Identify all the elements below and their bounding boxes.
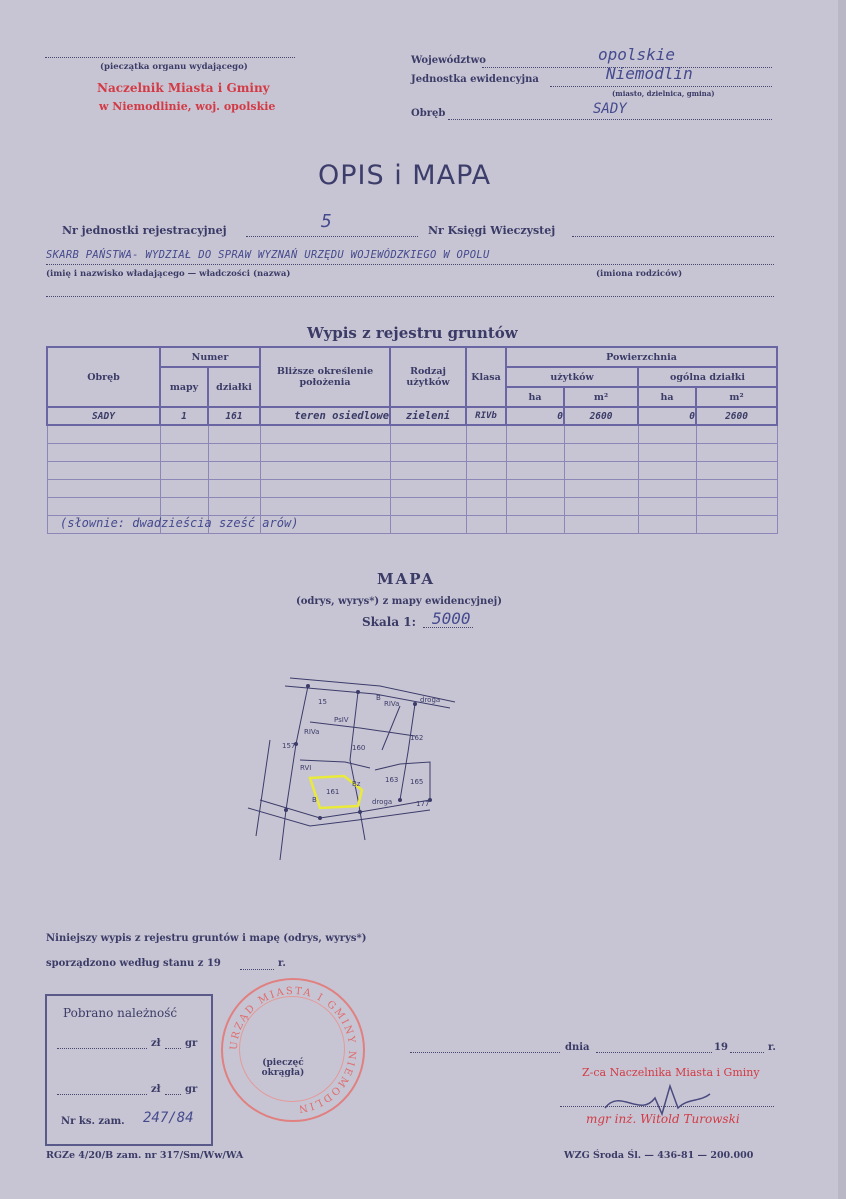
cell-dzialka: 161 xyxy=(208,407,260,425)
fee-gr2: gr xyxy=(185,1084,198,1095)
parents-caption: (imiona rodziców) xyxy=(596,269,683,279)
fee-box xyxy=(45,994,213,1146)
cell-klasa: RIVb xyxy=(466,407,506,425)
date-r: r. xyxy=(768,1042,776,1053)
ksiega-label: Nr Księgi Wieczystej xyxy=(428,224,556,237)
blank-line xyxy=(46,296,774,297)
nr-jednostki-line xyxy=(246,236,418,237)
map-label-road: droga xyxy=(420,696,441,704)
seal-ring-text: URZĄD MIASTA I GMINY NIEMODLIN xyxy=(228,985,358,1115)
col-uzytkow-header: użytków xyxy=(506,367,638,387)
statement-line2a: sporządzono według stanu z 19 xyxy=(46,958,221,969)
footer-right: WZG Środa Śl. — 436-81 — 200.000 xyxy=(564,1150,754,1161)
cell-o-ha: 0 xyxy=(638,407,696,425)
statement-line2b: r. xyxy=(278,958,286,969)
issuer-stamp-line2: w Niemodlinie, woj. opolskie xyxy=(99,100,276,113)
jednostka-value: Niemodlin xyxy=(606,64,693,83)
map-label-165: 165 xyxy=(410,778,424,786)
map-label-163: 163 xyxy=(385,776,399,784)
fee-zl1: zł xyxy=(151,1038,161,1049)
map-label-161: 161 xyxy=(326,788,340,796)
map-label-177: 177 xyxy=(416,800,430,808)
signature-line xyxy=(560,1106,774,1107)
date-line2 xyxy=(596,1052,712,1053)
map-label-b2: B xyxy=(312,796,317,804)
col-oha-header: ha xyxy=(638,387,696,407)
cell-u-ha: 0 xyxy=(506,407,564,425)
issuer-stamp-line1: Naczelnik Miasta i Gminy xyxy=(97,81,270,95)
jednostka-note: (miasto, dzielnica, gmina) xyxy=(612,89,715,98)
col-rodzaj-header: Rodzaj użytków xyxy=(390,347,466,407)
footer-left: RGZe 4/20/B zam. nr 317/Sm/Ww/WA xyxy=(46,1150,244,1161)
official-round-seal xyxy=(221,978,365,1122)
fee-title: Pobrano należność xyxy=(63,1006,178,1020)
signer-name: mgr inż. Witold Turowski xyxy=(586,1112,740,1126)
col-obreb-header: Obręb xyxy=(47,347,160,407)
col-om2-header: m² xyxy=(696,387,777,407)
col-numer-header: Numer xyxy=(160,347,260,367)
nr-kas-value: 247/84 xyxy=(143,1110,194,1126)
cell-polozenie: teren osiedlowe xyxy=(260,407,390,425)
obreb-value: SADY xyxy=(593,101,627,117)
map-label-riva: RIVa xyxy=(304,728,320,736)
map-label-160: 160 xyxy=(352,744,366,752)
nr-jednostki-label: Nr jednostki rejestracyjnej xyxy=(62,224,227,237)
date-dnia: dnia xyxy=(565,1042,590,1053)
jednostka-label: Jednostka ewidencyjna xyxy=(411,74,539,85)
map-label-b: B xyxy=(376,694,381,702)
owner-caption: (imię i nazwisko władającego — władczości (nazwa) xyxy=(46,269,291,279)
nr-jednostki-value: 5 xyxy=(321,211,332,232)
signer-title: Z-ca Naczelnika Miasta i Gminy xyxy=(582,1066,760,1079)
nr-kas-label: Nr ks. zam. xyxy=(61,1116,125,1127)
map-label-15: 15 xyxy=(318,698,327,706)
col-ogolna-header: ogólna działki xyxy=(638,367,777,387)
stamp-caption: (pieczątka organu wydającego) xyxy=(100,62,248,72)
svg-text:URZĄD MIASTA I GMINY NIEMODLIN xyxy=(229,986,357,1114)
statement-year-line xyxy=(240,969,274,970)
table-row xyxy=(47,407,777,425)
date-line xyxy=(410,1052,560,1053)
statement-line1: Niniejszy wypis z rejestru gruntów i mapę (odrys, wyrys*) xyxy=(46,933,367,944)
map-label-riva2: RIVa xyxy=(384,700,400,708)
date-line3 xyxy=(730,1052,764,1053)
wojewodztwo-label: Województwo xyxy=(411,55,486,66)
map-label-bz: Bz xyxy=(352,780,361,788)
col-dzialki-header: działki xyxy=(208,367,260,407)
fee-gr1: gr xyxy=(185,1038,198,1049)
cell-mapy: 1 xyxy=(160,407,208,425)
fee-zl2: zł xyxy=(151,1084,161,1095)
ksiega-line xyxy=(572,236,774,237)
cell-u-m2: 2600 xyxy=(564,407,638,425)
obreb-line xyxy=(448,119,772,120)
scale-label: Skala 1: xyxy=(362,615,417,629)
col-um2-header: m² xyxy=(564,387,638,407)
cell-o-m2: 2600 xyxy=(696,407,777,425)
seal-caption: (pieczęć okrągła) xyxy=(261,1058,305,1078)
scale-value: 5000 xyxy=(432,609,471,628)
page-title: OPIS i MAPA xyxy=(318,160,492,191)
obreb-label: Obręb xyxy=(411,108,446,119)
cadastral-map xyxy=(240,660,470,860)
col-mapy-header: mapy xyxy=(160,367,208,407)
date-19: 19 xyxy=(714,1042,728,1053)
register-title: Wypis z rejestru gruntów xyxy=(307,324,518,342)
land-register-table xyxy=(46,346,778,534)
col-powierzchnia-header: Powierzchnia xyxy=(506,347,777,367)
owner-value: SKARB PAŃSTWA- WYDZIAŁ DO SPRAW WYZNAŃ URZĘDU WOJEWÓDZKIEGO W OPOLU xyxy=(46,249,490,261)
map-label-157: 157 xyxy=(282,742,296,750)
map-subtitle: (odrys, wyrys*) z mapy ewidencyjnej) xyxy=(296,596,503,607)
map-title: MAPA xyxy=(377,570,436,588)
col-uha-header: ha xyxy=(506,387,564,407)
map-label-rvi: RVI xyxy=(300,764,312,772)
cell-rodzaj: zieleni xyxy=(390,407,466,425)
col-polozenie-header: Bliższe określenie położenia xyxy=(260,347,390,407)
map-label-162: 162 xyxy=(410,734,424,742)
owner-line xyxy=(46,264,774,265)
wojewodztwo-value: opolskie xyxy=(598,45,676,64)
jednostka-line xyxy=(550,86,772,87)
map-label-psiv: PsIV xyxy=(334,716,349,724)
cell-obreb: SADY xyxy=(47,407,160,425)
map-label-road2: droga xyxy=(372,798,393,806)
col-klasa-header: Klasa xyxy=(466,347,506,407)
stamp-divider xyxy=(45,57,295,58)
words-note: (słownie: dwadzieścia sześć arów) xyxy=(60,516,299,530)
